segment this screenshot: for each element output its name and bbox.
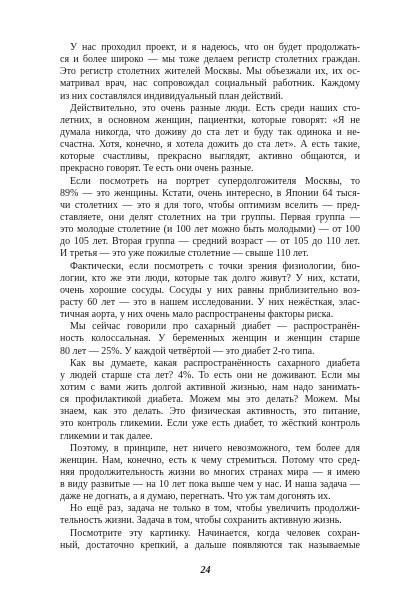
text-line: хотим с вами жить долгой активной жизнью, нам надо занимать- (60, 381, 360, 393)
text-line: ставляете, они делят столетних на три группы. Первая группа — (60, 211, 360, 223)
body-text (60, 42, 360, 552)
text-line: женщин. Нам, конечно, есть к чему стремиться. Потому что сред- (60, 454, 360, 466)
text-line: даже не догнать, а я думаю, перегнать. Что уж там догонять их. (60, 491, 331, 503)
text-line: знаем, как это делать. Это физическая активность, это питание, (60, 406, 360, 418)
text-line: ный, достаточно крепкий, а дальше появляются так называемые (60, 539, 360, 551)
text-line: логии, кто же эти люди, которые так долго живут? У них, кстати, (60, 272, 360, 284)
text-line: это контроль гликемии. Если уже есть диабет, то жёсткий контроль (60, 418, 360, 430)
text-line: Это регистр столетних жителей Москвы. Мы объезжали их, их ос- (60, 66, 360, 78)
text-line: У нас проходил проект, и я надеюсь, что он будет продолжать- (70, 42, 360, 53)
text-line: прекрасно говорят. Те есть они очень разные. (60, 163, 254, 175)
text-line: из них составлялся индивидуальный план действий. (60, 90, 284, 102)
text-line: Мы сейчас говорили про сахарный диабет — распространён- (70, 321, 360, 333)
text-line: расту 60 лет — это в нашем исследовании. У них нежёсткая, элас- (60, 296, 360, 308)
text-line: ся и более широко — мы тоже делаем регистр столетних граждан. (60, 54, 360, 66)
page-number: 24 (200, 565, 211, 576)
text-line: счастна. Хотя, конечно, я хотела дожить до ста лет». А есть такие, (60, 139, 360, 151)
text-line: летних, в основном женщин, пациентки, которые говорят: «Я не (60, 114, 360, 126)
text-line: гликемии и так далее. (60, 430, 153, 442)
text-line: думала никогда, что доживу до ста лет и буду так одинока и не- (60, 126, 360, 138)
text-line: у людей старше ста лет? 4%. То есть они не доживают. Если мы (60, 369, 360, 381)
text-line: Как вы думаете, какая распространённость сахарного диабета (70, 357, 360, 369)
text-line: Но ещё раз, задача не только в том, чтобы увеличить продолжи- (70, 503, 360, 515)
text-line: ность колоссальная. У беременных женщин и женщин старше (60, 333, 360, 345)
text-line: Поэтому, в принципе, нет ничего невозможного, тем более для (70, 442, 360, 454)
text-line: няя продолжительность жизни во многих странах мира — я имею (60, 466, 360, 478)
text-line: тичная аорта, у них очень мало распространены факторы риска. (60, 309, 334, 321)
text-line: Действительно, это очень разные люди. Есть среди наших сто- (70, 102, 360, 114)
text-line: Фактически, если посмотреть с точки зрения физиологии, био- (70, 260, 360, 272)
text-line: Посмотрите эту картинку. Начинается, когда человек сохран- (70, 527, 360, 539)
text-line: которые счастливы, прекрасно выглядят, активно общаются, и (60, 151, 360, 163)
text-line: тельность жизни. Задача в том, чтобы сохранить активную жизнь. (60, 515, 342, 527)
text-line: в виду развитые — на 10 лет пока выше чем у нас. И наша задача — (60, 479, 360, 491)
text-line: до 105 лет. Вторая группа — средний возраст — от 105 до 110 лет. (60, 236, 360, 248)
text-line: Если посмотреть на портрет супердолгожителя Москвы, то (70, 175, 360, 187)
text-line: чи столетних — это я для того, чтобы оптимизм вселить — пред- (60, 199, 360, 211)
text-line: это молодые столетние (и 100 лет можно быть молодыми) — от 100 (60, 224, 360, 236)
text-line: И третья — это уже пожилые столетние — свыше 110 лет. (60, 248, 309, 260)
text-line: 89% — это женщины. Кстати, очень интересно, в Японии 64 тыся- (60, 187, 360, 199)
text-line: ся профилактикой диабета. Можем мы это делать? Можем. Мы (60, 394, 360, 406)
text-line: очень хорошие сосуды. Сосуды у них равны приблизительно воз- (60, 284, 360, 296)
text-line: матривал врач, нас сопровождал социальный работник. Каждому (60, 78, 360, 90)
text-line: 80 лет — 25%. У каждой четвёртой — это диабет 2-го типа. (60, 345, 315, 357)
